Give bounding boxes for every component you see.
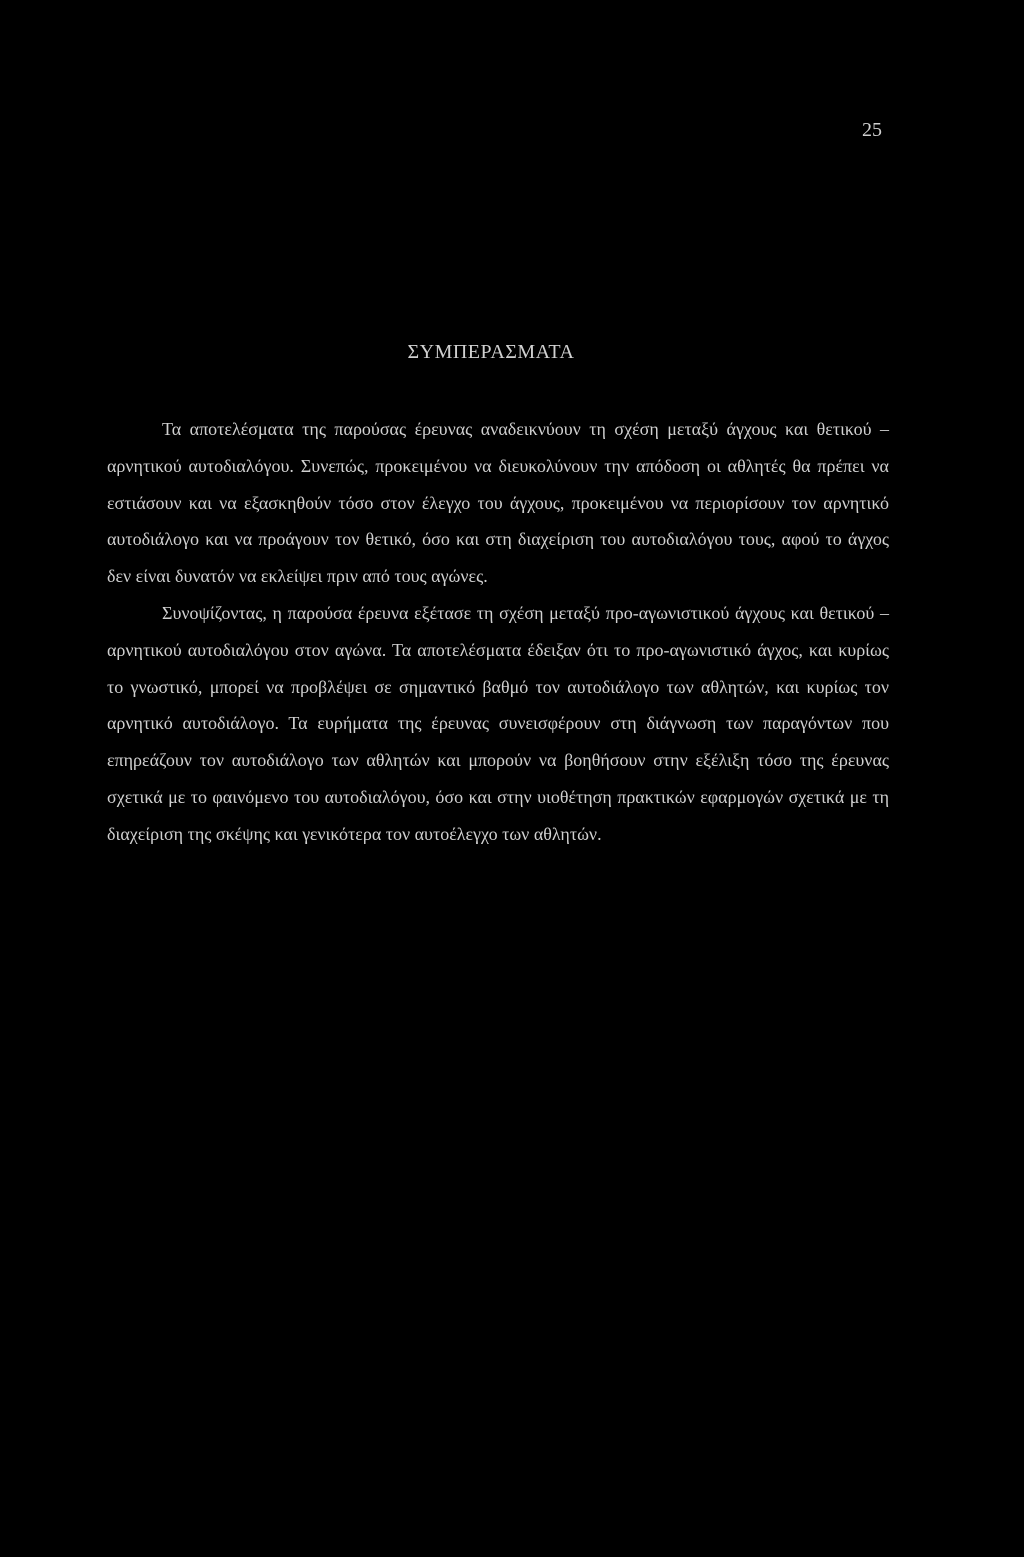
paragraph-results: Τα αποτελέσματα της παρούσας έρευνας αναδεικνύουν τη σχέση μεταξύ άγχους και θετικού – αρνητικού αυτοδιαλόγου. Συνεπώς, προκειμένου να διευκολύνουν την απόδοση οι αθλητές θα πρέπει να εστιάσουν και να εξασκηθούν τόσο στον έλεγχο του άγχους, προκειμένου να περιορίσουν τον αρνητικό αυτοδιάλογο και να προάγουν τον θετικό, όσο και στη διαχείριση του αυτοδιαλόγου τους, αφού το άγχος δεν είναι δυνατόν να εκλείψει πριν από τους αγώνες. <box>107 419 889 587</box>
page-number: 25 <box>862 119 882 141</box>
paragraph-summary: Συνοψίζοντας, η παρούσα έρευνα εξέτασε τη σχέση μεταξύ προ-αγωνιστικού άγχους και θετικού – αρνητικού αυτοδιαλόγου στον αγώνα. Τα αποτελέσματα έδειξαν ότι το προ-αγωνιστικό άγχος, και κυρίως το γνωστικό, μπορεί να προβλέψει σε σημαντικό βαθμό τον αυτοδιάλογο των αθλητών, και κυρίως τον αρνητικό αυτοδιάλογο. Τα ευρήματα της έρευνας συνεισφέρουν στη διάγνωση των παραγόντων που επηρεάζουν τον αυτοδιάλογο των αθλητών και μπορούν να βοηθήσουν στην εξέλιξη τόσο της έρευνας σχετικά με το φαινόμενο του αυτοδιαλόγου, όσο και στην υιοθέτηση πρακτικών εφαρμογών σχετικά με τη διαχείριση της σκέψης και γενικότερα τον αυτοέλεγχο των αθλητών. <box>107 602 889 844</box>
page-title: ΣΥΜΠΕΡΑΣΜΑΤΑ <box>407 341 575 363</box>
body-text <box>107 411 889 853</box>
